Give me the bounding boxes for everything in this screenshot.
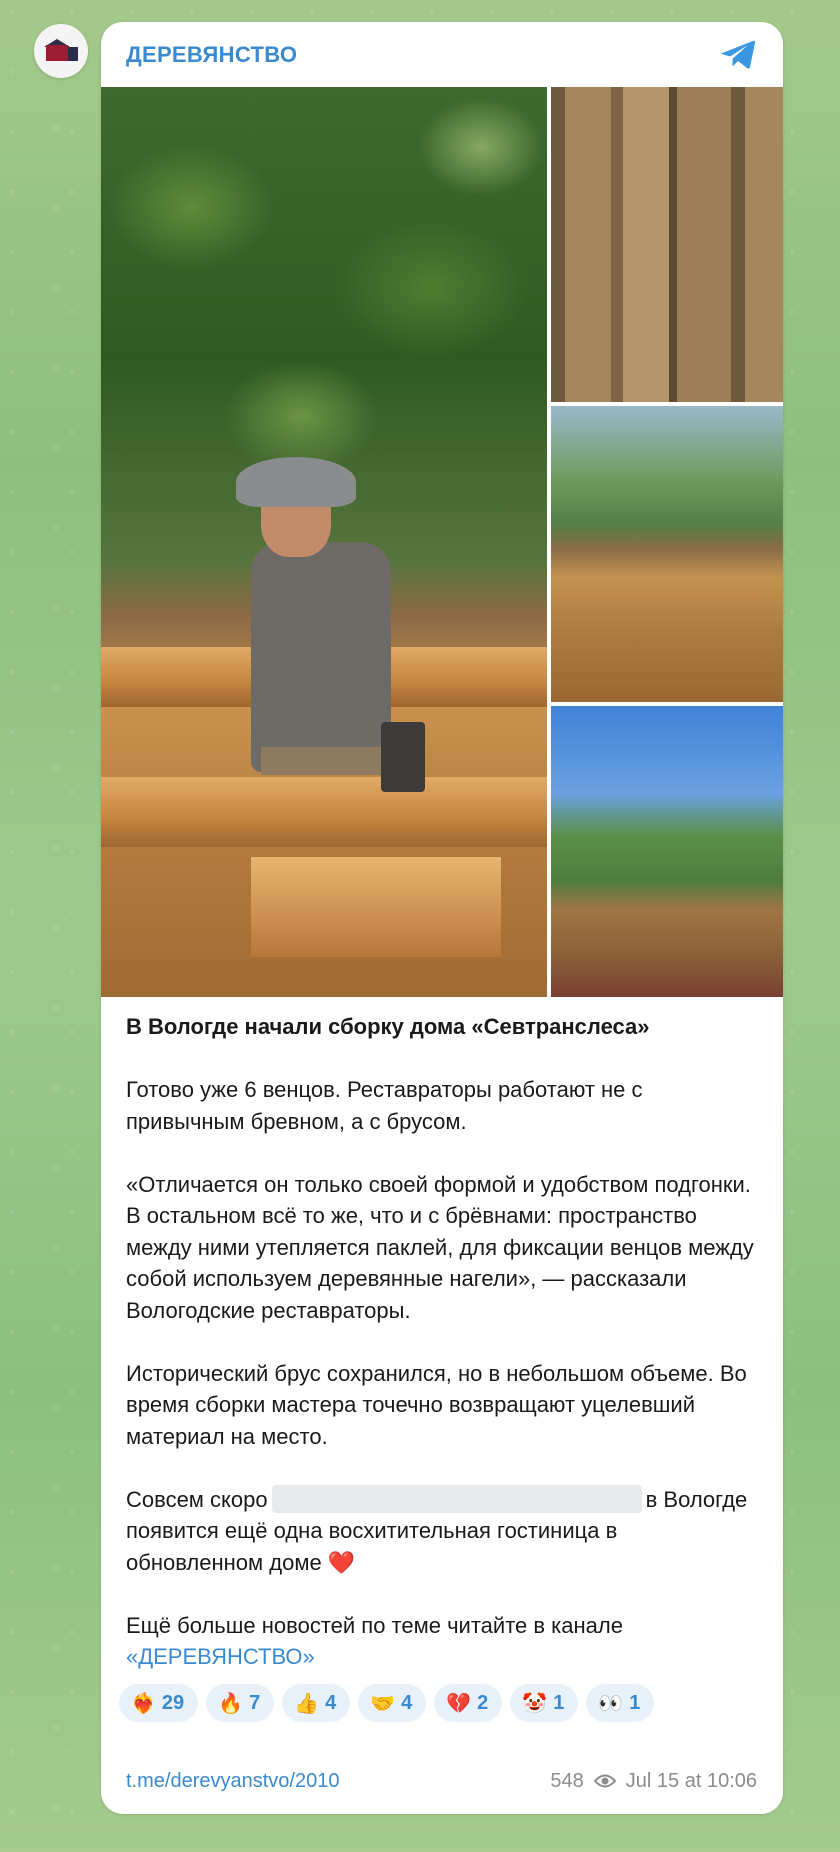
reaction-clown[interactable]	[510, 1684, 578, 1722]
timestamp: Jul 15 at 10:06	[625, 1769, 757, 1792]
heart-emoji: ❤️	[327, 1549, 356, 1575]
reaction-emoji: 💔	[446, 1691, 472, 1715]
post-footer	[126, 1766, 757, 1796]
text-fragment: в Вологде появится ещё одна восхитительная гостиница в обновленном доме	[126, 1486, 748, 1575]
reaction-broken-heart[interactable]	[434, 1684, 502, 1722]
reaction-emoji: 👀	[598, 1691, 624, 1715]
photo-gallery	[101, 87, 783, 997]
reaction-eyes[interactable]	[586, 1684, 654, 1722]
view-count: 548	[550, 1769, 584, 1792]
text-fragment: Ещё больше новостей по теме читайте в канале	[126, 1612, 623, 1638]
reaction-heart-on-fire[interactable]	[119, 1684, 198, 1722]
post-title: В Вологде начали сборку дома «Севтранслеса»	[126, 1014, 650, 1039]
paragraph: Готово уже 6 венцов. Реставраторы работают не с привычным бревном, а с брусом.	[126, 1077, 643, 1134]
reaction-count: 29	[161, 1691, 185, 1714]
post-header	[101, 22, 783, 87]
channel-avatar[interactable]	[34, 24, 88, 78]
reaction-emoji: 🔥	[218, 1691, 244, 1715]
reaction-emoji: 👍	[294, 1691, 320, 1715]
reaction-count: 1	[553, 1691, 565, 1714]
reactions-bar	[101, 1684, 783, 1722]
reaction-thumbs-up[interactable]	[282, 1684, 350, 1722]
paragraph: «Отличается он только своей формой и удобством подгонки. В остальном всё то же, что и с брёвнами: пространство между ними утепляется паклей, для фиксации венцов между собой используем деревянные нагели», — рассказали Вологодские реставраторы.	[126, 1171, 754, 1323]
post-meta	[550, 1770, 757, 1793]
reaction-handshake[interactable]	[358, 1684, 426, 1722]
channel-logo-icon	[44, 39, 78, 63]
paragraph	[126, 1484, 757, 1579]
reaction-count: 2	[477, 1691, 489, 1714]
spoiler[interactable]	[272, 1485, 642, 1513]
reaction-fire[interactable]	[206, 1684, 274, 1722]
photo-log-frame[interactable]	[551, 406, 783, 702]
reaction-emoji: 🤡	[522, 1691, 548, 1715]
post-link[interactable]: t.me/derevyanstvo/2010	[126, 1769, 340, 1792]
reaction-count: 7	[249, 1691, 261, 1714]
reaction-count: 4	[401, 1691, 413, 1714]
post-card	[101, 22, 783, 1814]
reaction-emoji: ❤️‍🔥	[131, 1691, 156, 1715]
photo-timber-closeup[interactable]	[551, 87, 783, 402]
paragraph: Исторический брус сохранился, но в небольшом объеме. Во время сборки мастера точечно возвращают уцелевший материал на место.	[126, 1360, 747, 1449]
paragraph	[126, 1610, 757, 1673]
reaction-count: 4	[325, 1691, 337, 1714]
photo-foundation[interactable]	[551, 706, 783, 997]
photo-worker[interactable]	[101, 87, 547, 997]
channel-name[interactable]: ДЕРЕВЯНСТВО	[126, 41, 298, 67]
text-fragment: Совсем скоро	[126, 1486, 268, 1512]
telegram-icon[interactable]	[719, 39, 757, 71]
channel-link[interactable]: «ДЕРЕВЯНСТВО»	[126, 1644, 315, 1669]
reaction-count: 1	[629, 1691, 641, 1714]
reaction-emoji: 🤝	[370, 1691, 396, 1715]
eye-icon	[594, 1773, 616, 1789]
post-text	[101, 997, 783, 1673]
